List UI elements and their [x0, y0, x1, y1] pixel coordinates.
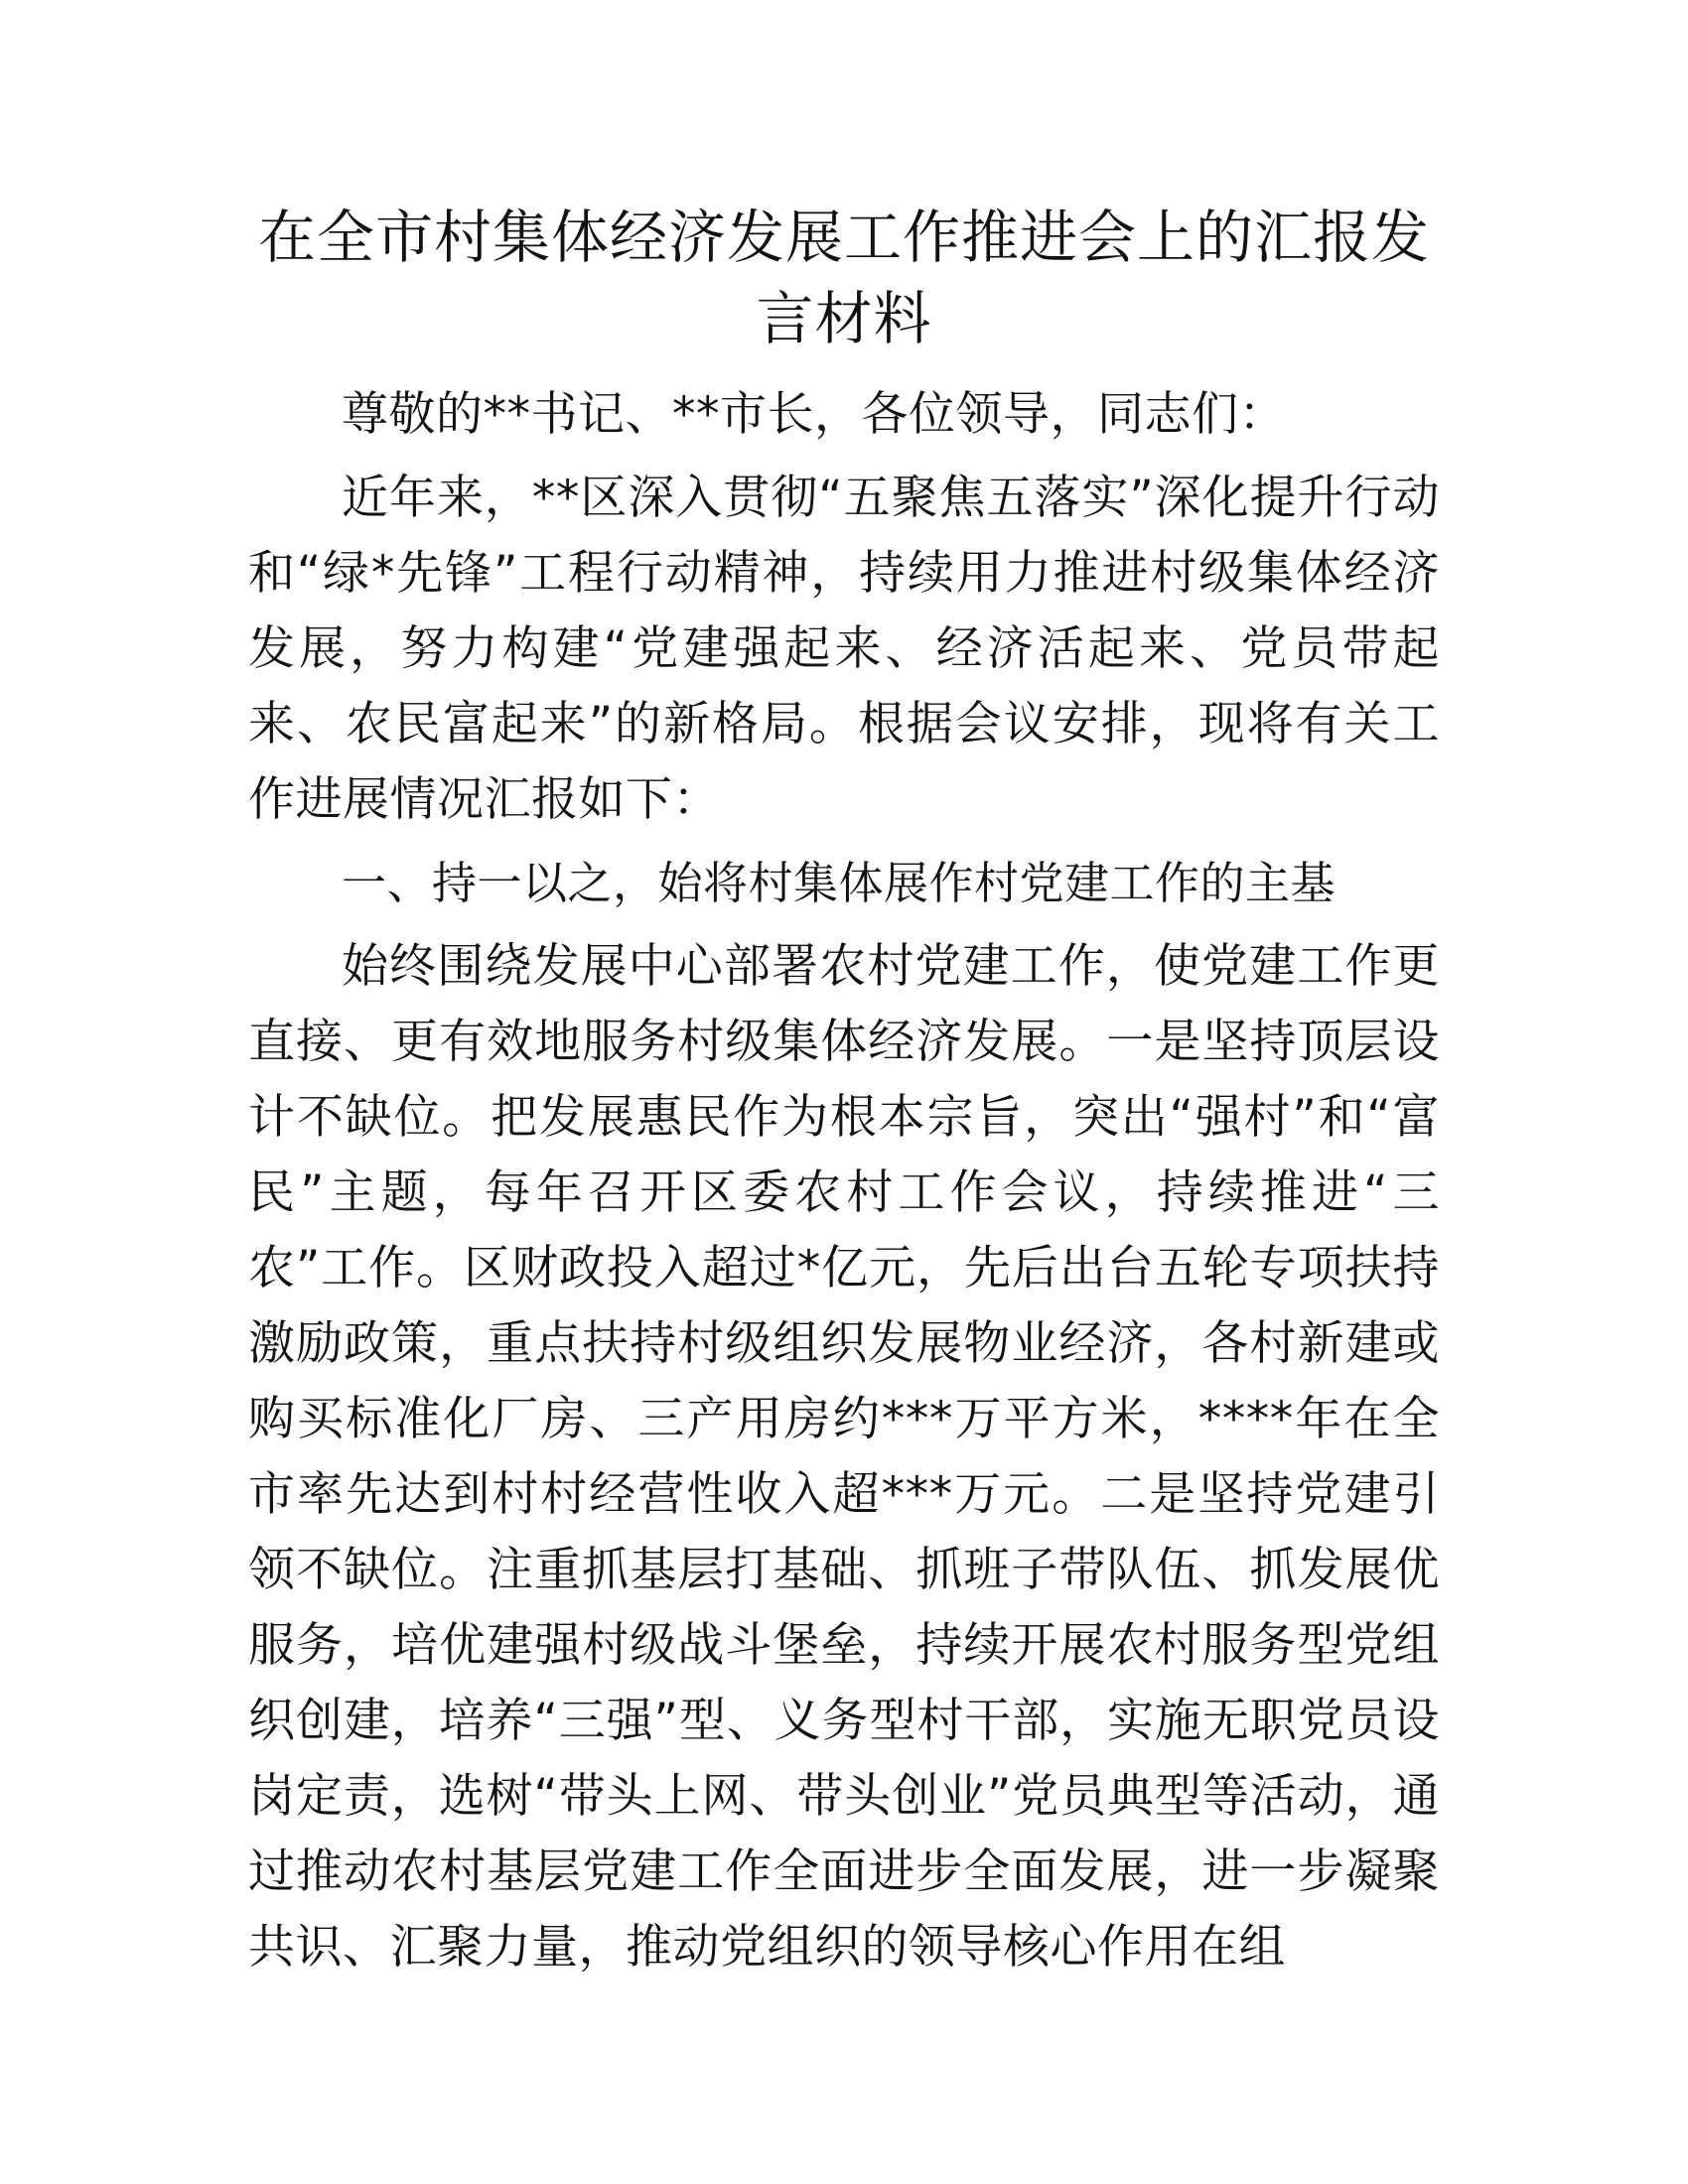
document-body [248, 377, 1440, 1993]
section-heading-1: 一、持一以之，始将村集体展作村党建工作的主基 [342, 857, 1336, 909]
intro-paragraph: 近年来，**区深入贯彻“五聚焦五落实”深化提升行动和“绿*先锋”工程行动精神，持续用力推进村级集体经济发展，努力构建“党建强起来、经济活起来、党员带起来、农民富起来”的新格局。根据会议安排，现将有关工作进展情况汇报如下： [248, 471, 1440, 827]
section-1-paragraph: 始终围绕发展中心部署农村党建工作，使党建工作更直接、更有效地服务村级集体经济发展。一是坚持顶层设计不缺位。把发展惠民作为根本宗旨，突出“强村”和“富民”主题，每年召开区委农村工作会议，持续推进“三农”工作。区财政投入超过*亿元，先后出台五轮专项扶持激励政策，重点扶持村级组织发展物业经济，各村新建或购买标准化厂房、三产用房约***万平方米，****年在全市率先达到村村经营性收入超***万元。二是坚持党建引领不缺位。注重抓基层打基础、抓班子带队伍、抓发展优服务，培优建强村级战斗堡垒，持续开展农村服务型党组织创建，培养“三强”型、义务型村干部，实施无职党员设岗定责，选树“带头上网、带头创业”党员典型等活动，通过推动农村基层党建工作全面进步全面发展，进一步凝聚共识、汇聚力量，推动党组织的领导核心作用在组 [248, 939, 1440, 1975]
document-title: 在全市村集体经济发展工作推进会上的汇报发言材料 [257, 204, 1430, 352]
salutation: 尊敬的**书记、**市长，各位领导，同志们： [342, 387, 1286, 442]
